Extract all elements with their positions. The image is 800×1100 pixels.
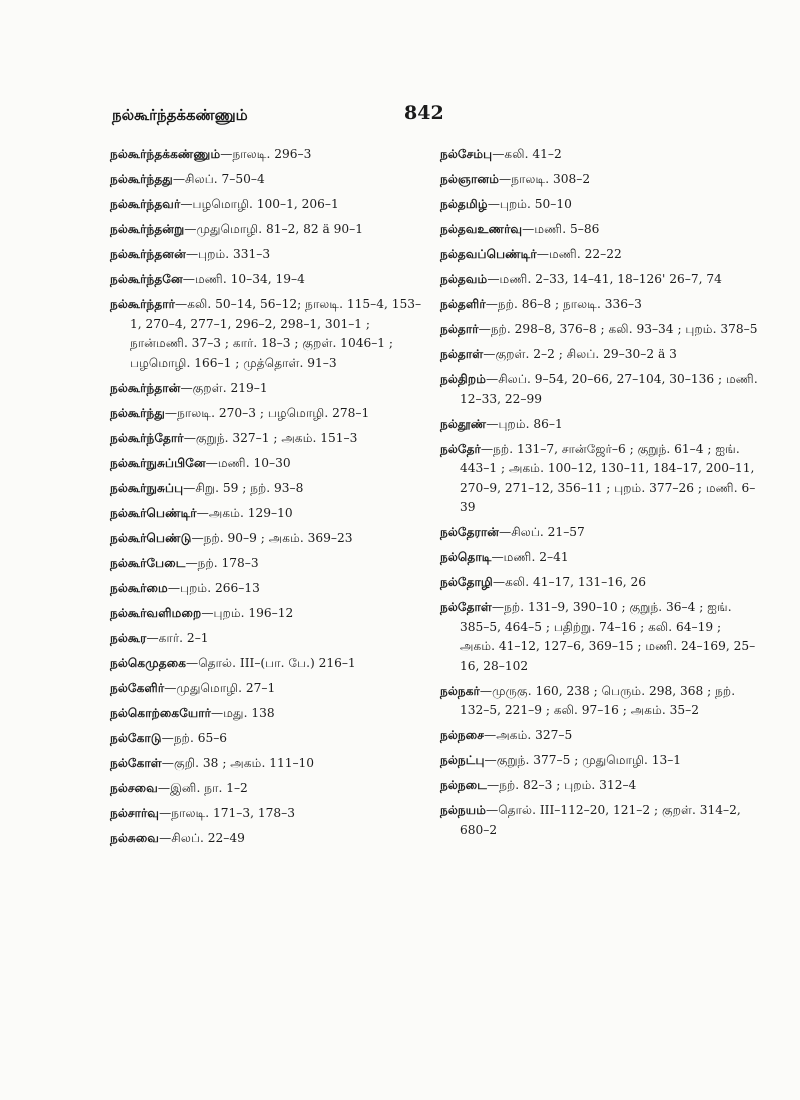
entry-references: —கலி. 50–14, 56–12; நாலடி. 115–4, 153–1, 270–4, 277–1, 296–2, 298–1, 301–1 ; நான்மணி. 37–3 ; கார். 18–3 ; குறள். 1046–1 ; பழமொழி. 166–1 ; முத்தொள். 91–3 bbox=[130, 297, 422, 370]
index-entry bbox=[110, 604, 428, 624]
index-entry bbox=[110, 220, 428, 240]
entry-headword: நல்சுவை bbox=[110, 830, 160, 845]
index-entry bbox=[110, 554, 428, 574]
index-entry bbox=[440, 751, 758, 771]
entry-headword: நல்நசை bbox=[440, 728, 485, 742]
entry-references: —இனி. நா. 1–2 bbox=[157, 780, 248, 795]
entry-headword: நல்கெமுதகை bbox=[110, 655, 187, 670]
entry-headword: நல்கோள் bbox=[110, 755, 162, 770]
index-entry bbox=[440, 415, 758, 435]
index-entry bbox=[110, 729, 428, 749]
entry-references: —புறம். 331–3 bbox=[185, 247, 271, 261]
index-entry bbox=[110, 145, 428, 165]
entry-references: —குறள். 2–2 ; சிலப். 29–30–2 ä 3 bbox=[483, 347, 677, 361]
entry-headword: நல்தேரான் bbox=[440, 525, 500, 539]
entry-references: —அகம். 129–10 bbox=[196, 505, 293, 520]
index-entry bbox=[110, 454, 428, 474]
entry-headword: நல்சவை bbox=[110, 780, 158, 795]
entry-headword: நல்சேம்பு bbox=[440, 147, 493, 161]
entry-headword: நல்கூர்பேடை bbox=[110, 555, 186, 570]
entry-headword: நல்திறம் bbox=[440, 372, 487, 386]
entry-headword: நல்தளிர் bbox=[440, 297, 486, 311]
entry-headword: நல்கூர bbox=[110, 630, 147, 645]
entry-references: —நாலடி. 296–3 bbox=[220, 147, 312, 161]
entry-headword: நல்கூர்வளிமறை bbox=[110, 605, 202, 620]
entry-headword: நல்கோடு bbox=[110, 730, 162, 745]
index-entry bbox=[110, 379, 428, 399]
index-entry bbox=[110, 829, 428, 849]
entry-headword: நல்கூர்ந்தார் bbox=[110, 297, 176, 311]
entry-references: —குறுந். 327–1 ; அகம். 151–3 bbox=[183, 430, 358, 445]
entry-references: —புறம். 50–10 bbox=[487, 197, 572, 211]
entry-references: —நற். 82–3 ; புறம். 312–4 bbox=[487, 778, 637, 792]
entry-headword: நல்கூர்நுசுப்பினே bbox=[110, 455, 206, 470]
entry-references: —முருகு. 160, 238 ; பெரும். 298, 368 ; நற். 132–5, 221–9 ; கலி. 97–16 ; அகம். 35–2 bbox=[460, 683, 736, 717]
entry-references: —நாலடி. 171–3, 178–3 bbox=[159, 805, 296, 820]
entry-references: —நற். 178–3 bbox=[185, 555, 259, 570]
entry-references: —நற். 65–6 bbox=[161, 730, 228, 745]
entry-headword: நல்கூர்மை bbox=[110, 580, 168, 595]
entry-references: —கலி. 41–17, 131–16, 26 bbox=[492, 575, 647, 589]
entry-references: —நற். 131–9, 390–10 ; குறுந். 36–4 ; ஐங். 385–5, 464–5 ; பதிற்று. 74–16 ; கலி. 64–19 ; அகம். 41–12, 127–6, 369–15 ; மணி. 24–169, 25–16, 28–102 bbox=[460, 600, 756, 673]
entry-references: —மணி. 5–86 bbox=[522, 222, 600, 236]
index-entry bbox=[110, 170, 428, 190]
entry-headword: நல்தோள் bbox=[440, 600, 492, 614]
index-entry bbox=[110, 479, 428, 499]
index-entry bbox=[110, 404, 428, 424]
entry-headword: நல்நடை bbox=[440, 778, 487, 792]
entry-headword: நல்தவம் bbox=[440, 272, 488, 286]
index-entry bbox=[440, 440, 758, 518]
entry-references: —தொல். III–112–20, 121–2 ; குறள். 314–2, 680–2 bbox=[460, 803, 741, 837]
index-entry bbox=[440, 370, 758, 409]
entry-headword: நல்தவஉணர்வு bbox=[440, 222, 523, 236]
index-entry bbox=[440, 726, 758, 746]
index-entry bbox=[440, 195, 758, 215]
entry-headword: நல்தாள் bbox=[440, 347, 484, 361]
entry-headword: நல்கேளிர் bbox=[110, 680, 165, 695]
entry-references: —கார். 2–1 bbox=[146, 630, 209, 645]
index-entry bbox=[440, 598, 758, 676]
index-entry bbox=[110, 245, 428, 265]
entry-references: —முதுமொழி. 27–1 bbox=[164, 680, 276, 695]
entry-references: —நாலடி. 270–3 ; பழமொழி. 278–1 bbox=[164, 405, 370, 420]
entry-references: —மணி. 10–34, 19–4 bbox=[182, 272, 305, 286]
entry-references: —புறம். 86–1 bbox=[486, 416, 563, 431]
right-column bbox=[440, 145, 758, 846]
index-entry bbox=[440, 523, 758, 543]
entry-references: —முதுமொழி. 81–2, 82 ä 90–1 bbox=[184, 222, 363, 236]
index-entry bbox=[440, 801, 758, 840]
entry-headword: நல்நட்பு bbox=[440, 753, 485, 767]
index-entry bbox=[110, 295, 428, 373]
entry-references: —கலி. 41–2 bbox=[492, 147, 562, 161]
index-entry bbox=[110, 529, 428, 549]
entry-headword: நல்தோழி bbox=[440, 575, 493, 589]
index-entry bbox=[110, 804, 428, 824]
entry-references: —நற். 86–8 ; நாலடி. 336–3 bbox=[485, 297, 642, 311]
index-entry bbox=[440, 320, 758, 340]
entry-references: —மணி. 22–22 bbox=[536, 247, 622, 261]
index-entry bbox=[110, 654, 428, 674]
index-entry bbox=[440, 682, 758, 721]
entry-headword: நல்கூர்ந்தவர் bbox=[110, 197, 181, 211]
entry-headword: நல்கூர்ந்தது bbox=[110, 172, 173, 186]
entry-references: —அகம். 327–5 bbox=[484, 728, 573, 742]
entry-references: —சிலப். 9–54, 20–66, 27–104, 30–136 ; மணி. 12–33, 22–99 bbox=[460, 372, 758, 406]
entry-references: —நற். 90–9 ; அகம். 369–23 bbox=[191, 530, 353, 545]
index-entry bbox=[110, 270, 428, 290]
entry-headword: நல்கூர்ந்து bbox=[110, 405, 165, 420]
index-entry bbox=[110, 629, 428, 649]
entry-references: —சிலப். 21–57 bbox=[499, 525, 585, 539]
entry-references: —தொல். III–(பா. பே.) 216–1 bbox=[186, 655, 356, 670]
entry-headword: நல்கூர்நுசுப்பு bbox=[110, 480, 184, 495]
entry-references: —குறள். 219–1 bbox=[180, 380, 268, 395]
index-entry bbox=[440, 220, 758, 240]
entry-references: —மது. 138 bbox=[211, 705, 275, 720]
entry-headword: நல்கூர்பெண்டு bbox=[110, 530, 192, 545]
entry-headword: நல்தார் bbox=[440, 322, 479, 336]
index-entry bbox=[110, 779, 428, 799]
entry-references: —நற். 298–8, 376–8 ; கலி. 93–34 ; புறம். 378–5 bbox=[478, 322, 758, 336]
entry-references: —மணி. 2–41 bbox=[491, 550, 569, 564]
entry-headword: நல்கூர்ந்தக்கண்ணும் bbox=[110, 147, 221, 161]
index-entry bbox=[110, 679, 428, 699]
entry-headword: நல்கூர்ந்தனன் bbox=[110, 247, 186, 261]
index-entry bbox=[110, 754, 428, 774]
index-entry bbox=[110, 704, 428, 724]
index-entry bbox=[440, 548, 758, 568]
running-head: நல்கூர்ந்தக்கண்ணும் bbox=[112, 106, 248, 124]
entry-headword: நல்தூண் bbox=[440, 416, 487, 431]
left-column bbox=[110, 145, 428, 854]
index-entry bbox=[110, 579, 428, 599]
index-entry bbox=[440, 270, 758, 290]
entry-references: —சிலப். 7–50–4 bbox=[172, 172, 265, 186]
index-entry bbox=[110, 195, 428, 215]
entry-references: —நாலடி. 308–2 bbox=[499, 172, 591, 186]
entry-references: —குறி. 38 ; அகம். 111–10 bbox=[161, 755, 315, 770]
entry-headword: நல்கூர்ந்தன்று bbox=[110, 222, 185, 236]
entry-headword: நல்ஞானம் bbox=[440, 172, 500, 186]
entry-references: —குறுந். 377–5 ; முதுமொழி. 13–1 bbox=[484, 753, 682, 767]
index-entry bbox=[110, 504, 428, 524]
index-entry bbox=[440, 345, 758, 365]
entry-references: —மணி. 10–30 bbox=[205, 455, 291, 470]
entry-references: —சிறு. 59 ; நற். 93–8 bbox=[183, 480, 304, 495]
index-entry bbox=[440, 145, 758, 165]
page-header bbox=[112, 102, 712, 130]
entry-headword: நல்தொடி bbox=[440, 550, 492, 564]
page-number: 842 bbox=[404, 102, 444, 124]
index-entry bbox=[440, 170, 758, 190]
entry-headword: நல்கொற்கையோர் bbox=[110, 705, 212, 720]
entry-references: —பழமொழி. 100–1, 206–1 bbox=[180, 197, 339, 211]
entry-headword: நல்கூர்பெண்டிர் bbox=[110, 505, 197, 520]
entry-references: —நற். 131–7, சான்ஜேர்–6 ; குறுந். 61–4 ; ஐங். 443–1 ; அகம். 100–12, 130–11, 184–17, 200–11, 270–9, 271–12, 356–11 ; புறம். 377–26 ; மணி. 6–39 bbox=[460, 441, 756, 514]
entry-references: —புறம். 266–13 bbox=[167, 580, 260, 595]
entry-headword: நல்தேர் bbox=[440, 441, 481, 456]
entry-references: —புறம். 196–12 bbox=[201, 605, 294, 620]
entry-headword: நல்நயம் bbox=[440, 803, 487, 817]
entry-headword: நல்கூர்ந்தோர் bbox=[110, 430, 184, 445]
entry-headword: நல்கூர்ந்தான் bbox=[110, 380, 181, 395]
entry-references: —மணி. 2–33, 14–41, 18–126' 26–7, 74 bbox=[487, 272, 722, 286]
index-entry bbox=[440, 245, 758, 265]
index-entry bbox=[110, 429, 428, 449]
index-entry bbox=[440, 573, 758, 593]
index-entry bbox=[440, 776, 758, 796]
entry-references: —சிலப். 22–49 bbox=[159, 830, 245, 845]
entry-headword: நல்சார்வு bbox=[110, 805, 160, 820]
entry-headword: நல்நகர் bbox=[440, 683, 480, 698]
entry-headword: நல்தமிழ் bbox=[440, 197, 488, 211]
index-entry bbox=[440, 295, 758, 315]
entry-headword: நல்கூர்ந்தனே bbox=[110, 272, 183, 286]
entry-headword: நல்தவப்பெண்டிர் bbox=[440, 247, 537, 261]
